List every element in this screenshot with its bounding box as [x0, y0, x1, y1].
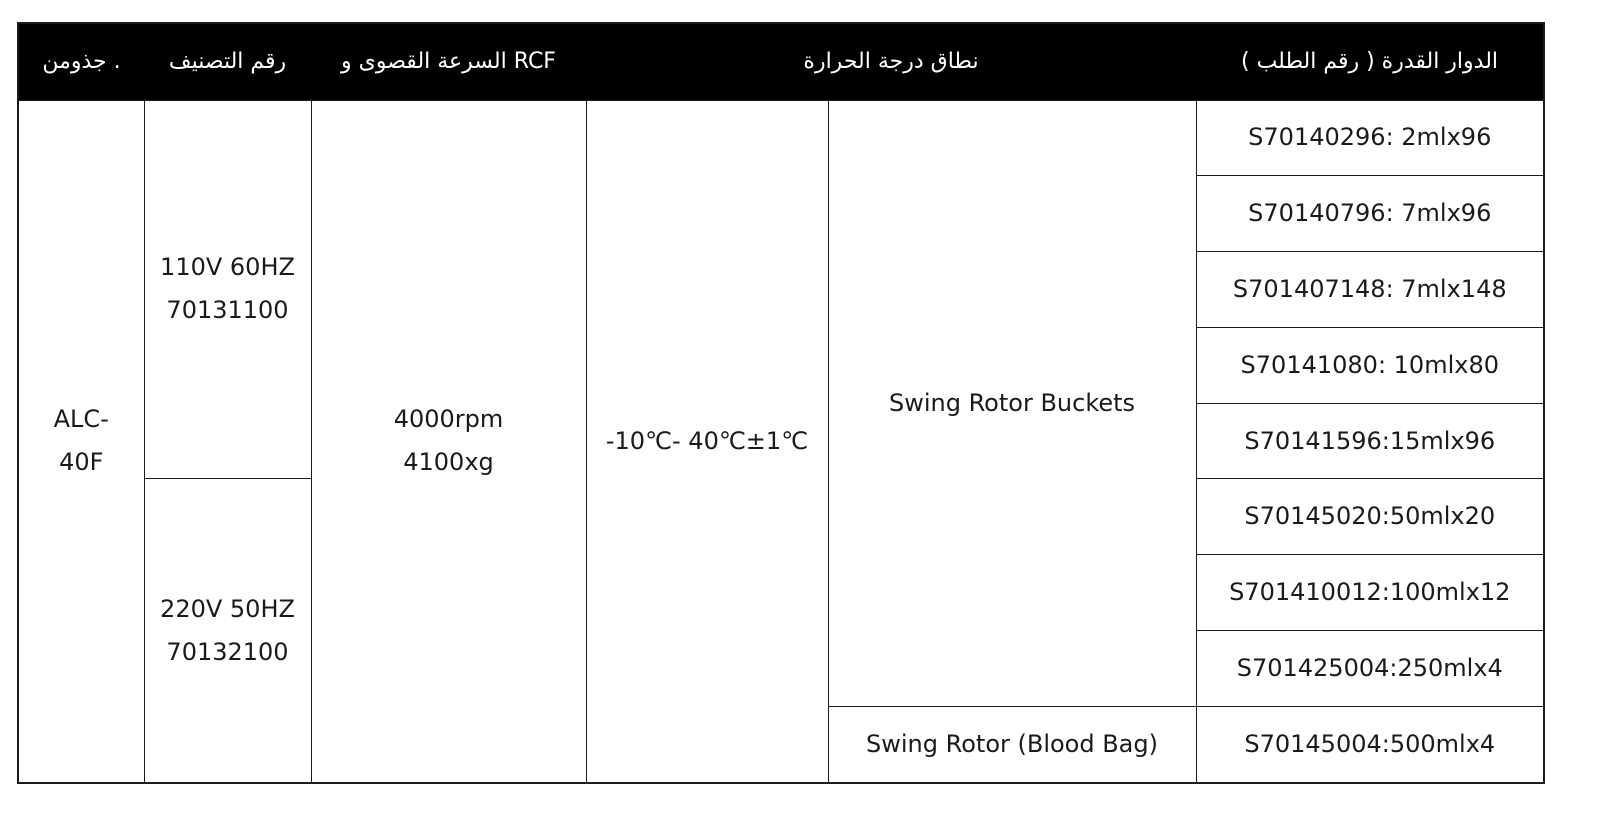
power-catalog-number: 70132100 — [166, 637, 289, 666]
order-cell: S70141596:15mlx96 — [1196, 403, 1544, 479]
order-cell: S70140796: 7mlx96 — [1196, 176, 1544, 252]
model-cell — [18, 100, 144, 783]
power-cell-220v — [144, 479, 311, 783]
table-row — [18, 100, 1544, 176]
order-cell: S70140296: 2mlx96 — [1196, 100, 1544, 176]
power-cell-110v — [144, 100, 311, 479]
header-max-speed-rcf: السرعة القصوى و RCF — [341, 49, 556, 75]
order-cell: S70145020:50mlx20 — [1196, 479, 1544, 555]
speed-cell — [311, 100, 586, 783]
order-cell: S701425004:250mlx4 — [1196, 630, 1544, 706]
model-line-2: 40F — [59, 448, 104, 477]
power-voltage: 220V 50HZ — [160, 594, 295, 623]
order-cell: S701407148: 7mlx148 — [1196, 252, 1544, 328]
temperature-cell: -10℃- 40℃±1℃ — [586, 100, 828, 783]
header-rotor-capacity: الدوار القدرة ( رقم الطلب ) — [1241, 49, 1499, 75]
order-cell: S70141080: 10mlx80 — [1196, 327, 1544, 403]
table-body — [18, 100, 1544, 783]
header-model: جذومن . — [42, 49, 121, 75]
centrifuge-spec-table — [17, 22, 1545, 784]
speed-rcf: 4100xg — [403, 448, 494, 477]
header-catalog-number: رقم التصنيف — [168, 49, 287, 75]
power-catalog-number: 70131100 — [166, 296, 289, 325]
speed-rpm: 4000rpm — [393, 405, 504, 434]
header-row — [18, 23, 1544, 100]
order-cell: S70145004:500mlx4 — [1196, 706, 1544, 783]
rotor-name-buckets: Swing Rotor Buckets — [828, 100, 1196, 706]
model-line-1: ALC- — [53, 405, 109, 434]
power-voltage: 110V 60HZ — [160, 253, 295, 282]
header-temperature-range: نطاق درجة الحرارة — [803, 49, 979, 75]
rotor-name-blood-bag: Swing Rotor (Blood Bag) — [828, 706, 1196, 783]
order-cell: S701410012:100mlx12 — [1196, 555, 1544, 631]
table-header — [18, 23, 1544, 100]
